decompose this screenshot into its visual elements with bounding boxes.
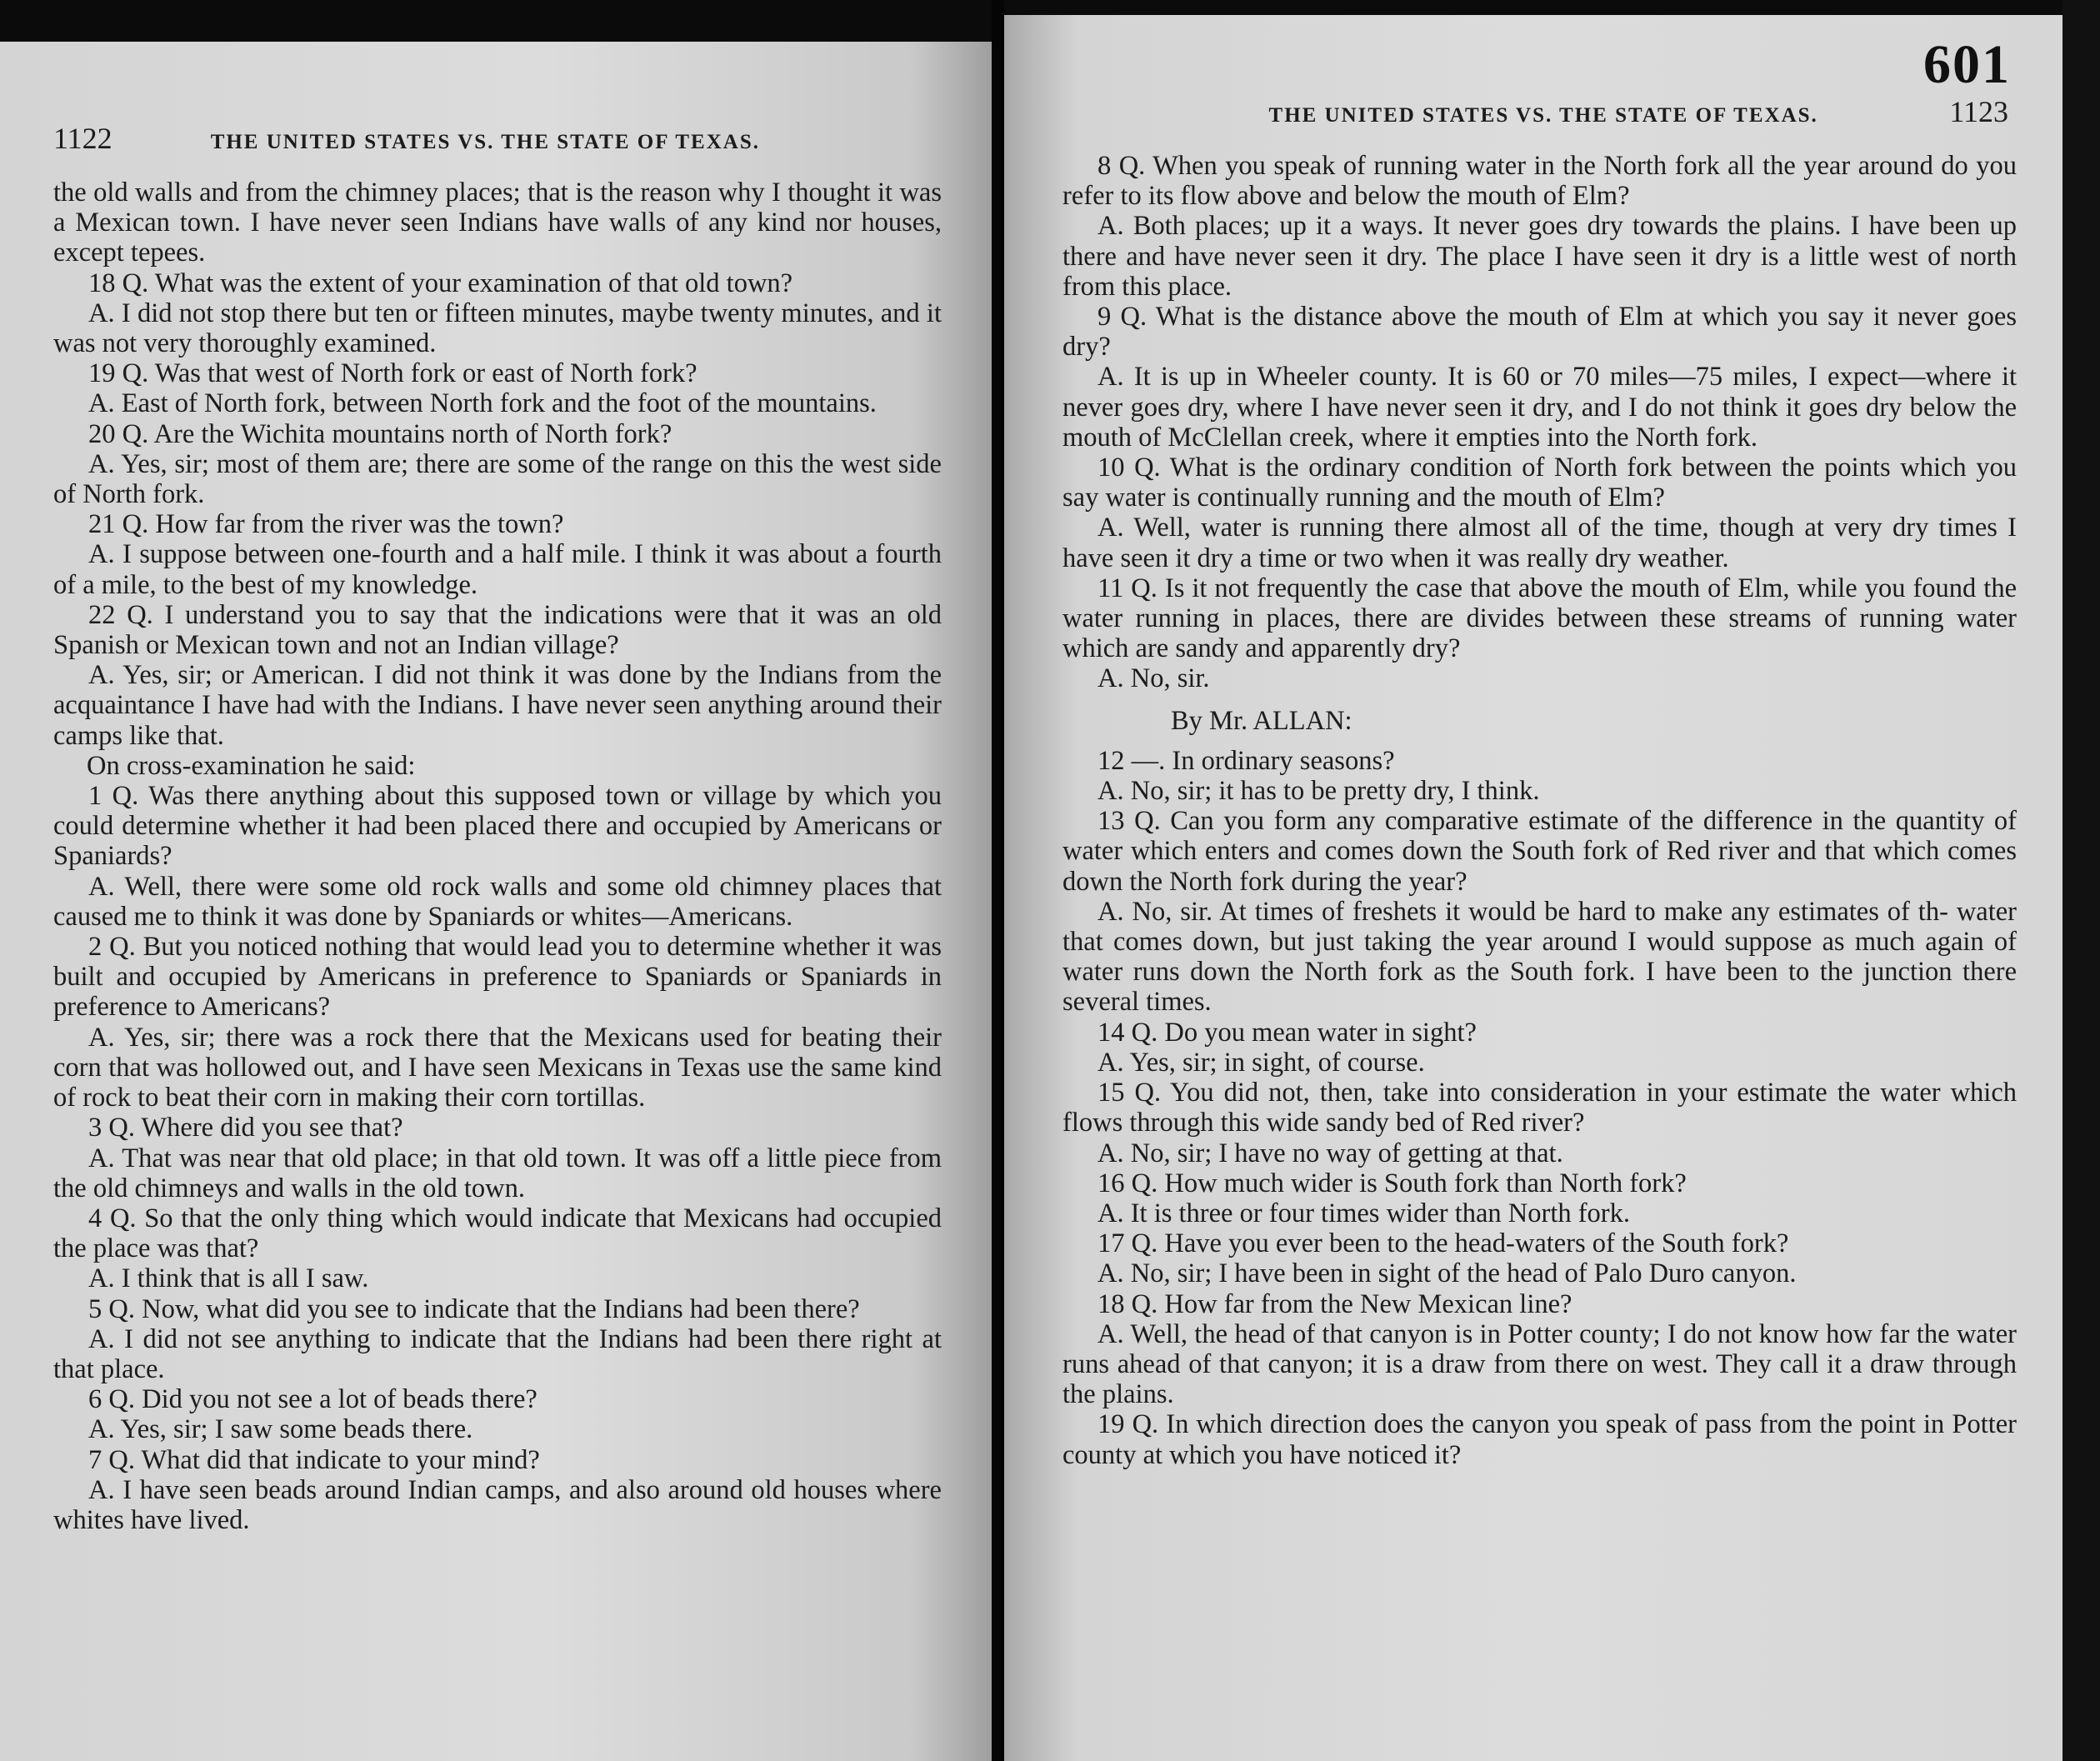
answer-paragraph: A. No, sir; I have been in sight of the head of Palo Duro canyon.: [1098, 1258, 1797, 1289]
answer-paragraph: A. No, sir; I have no way of getting at that.: [1098, 1138, 1563, 1168]
question-paragraph: 19 Q. Was that west of North fork or east of North fork?: [88, 358, 698, 389]
question-paragraph: 13 Q. Can you form any comparative estimate of the difference in the quantity of water which enters and comes down the South fork of Red river and that which comes down the North fork during the year?: [1062, 806, 2017, 897]
question-paragraph: 6 Q. Did you not see a lot of beads there?: [88, 1384, 538, 1415]
left-page-number: 1122: [53, 122, 112, 155]
question-paragraph: 21 Q. How far from the river was the town?: [88, 509, 564, 540]
question-paragraph: 14 Q. Do you mean water in sight?: [1098, 1017, 1477, 1048]
answer-paragraph: A. Yes, sir; I saw some beads there.: [88, 1414, 473, 1445]
question-paragraph: 18 Q. How far from the New Mexican line?: [1098, 1288, 1572, 1319]
right-page-body: [1062, 151, 2017, 1470]
question-paragraph: 9 Q. What is the distance above the mouth of Elm at which you say it never goes dry?: [1062, 302, 2017, 363]
answer-paragraph: A. It is up in Wheeler county. It is 60 or 70 miles—75 miles, I expect—where it never goes dry, where I have never seen it dry, and I do not think it goes dry below the mouth of McClellan creek, where it empties into the North fork.: [1062, 362, 2017, 453]
book-gutter: [992, 0, 1004, 1761]
right-page-header: [1062, 94, 2017, 129]
answer-paragraph: A. Well, there were some old rock walls and some old chimney places that caused me to think it was done by Spaniards or whites—Americans.: [53, 871, 942, 932]
question-paragraph: 10 Q. What is the ordinary condition of North fork between the points which you say water is continually running and the mouth of Elm?: [1062, 453, 2017, 513]
answer-paragraph: A. Yes, sir; most of them are; there are some of the range on this the west side of North fork.: [53, 448, 942, 510]
question-paragraph: 20 Q. Are the Wichita mountains north of North fork?: [88, 418, 672, 449]
question-paragraph: 12 —. In ordinary seasons?: [1098, 745, 1395, 776]
answer-paragraph: A. No, sir. At times of freshets it would be hard to make any estimates of th- water that comes down, but just taking the year around I would suppose as much again of water runs down the North fork as the South fork. I have been to the junction there several times.: [1062, 896, 2017, 1018]
question-paragraph: 17 Q. Have you ever been to the head-waters of the South fork?: [1098, 1228, 1789, 1259]
scan-edge: [2062, 0, 2100, 1761]
question-paragraph: 22 Q. I understand you to say that the indications were that it was an old Spanish or Mexican town and not an Indian village?: [53, 599, 942, 661]
right-page-number: 1123: [1949, 95, 2008, 128]
answer-paragraph: A. I think that is all I saw.: [88, 1263, 369, 1294]
answer-paragraph: A. That was near that old place; in that old town. It was off a little piece from the old chimneys and walls in the old town.: [53, 1143, 942, 1203]
answer-paragraph: A. Both places; up it a ways. It never goes dry towards the plains. I have been up there and have never seen it dry. The place I have seen it dry is a little west of north from this place.: [1062, 211, 2017, 302]
question-paragraph: 1 Q. Was there anything about this supposed town or village by which you could determine whether it had been placed there and occupied by Americans or Spaniards?: [53, 781, 942, 872]
question-paragraph: 18 Q. What was the extent of your examination of that old town?: [88, 268, 793, 298]
left-page-body: [53, 178, 942, 1535]
question-paragraph: 16 Q. How much wider is South fork than North fork?: [1098, 1168, 1687, 1198]
answer-paragraph: A. Yes, sir; in sight, of course.: [1098, 1047, 1425, 1078]
answer-paragraph: A. I suppose between one-fourth and a half mile. I think it was about a fourth of a mile, to the best of my knowledge.: [53, 539, 942, 600]
examiner-heading: By Mr. ALLAN:: [1171, 705, 1352, 736]
question-paragraph: 7 Q. What did that indicate to your mind?: [88, 1444, 540, 1475]
answer-paragraph: A. I did not stop there but ten or fifteen minutes, maybe twenty minutes, and it was not very thoroughly examined.: [53, 298, 942, 359]
right-running-head: THE UNITED STATES VS. THE STATE OF TEXAS.: [1268, 104, 1818, 127]
question-paragraph: 11 Q. Is it not frequently the case that above the mouth of Elm, while you found the water running in places, there are divides between these streams of running water which are sandy and apparently dry?: [1062, 573, 2017, 664]
answer-paragraph: A. Yes, sir; or American. I did not think it was done by the Indians from the acquaintance I have had with the Indians. I have never seen anything around their camps like that.: [53, 660, 942, 751]
question-paragraph: 4 Q. So that the only thing which would indicate that Mexicans had occupied the place was that?: [53, 1203, 942, 1264]
question-paragraph: 2 Q. But you noticed nothing that would lead you to determine whether it was built and occupied by Americans in preference to Spaniards or Spaniards in preference to Americans?: [53, 932, 942, 1023]
answer-paragraph: A. It is three or four times wider than North fork.: [1098, 1198, 1631, 1228]
question-paragraph: 15 Q. You did not, then, take into consideration in your estimate the water which flows through this wide sandy bed of Red river?: [1062, 1078, 2017, 1138]
left-page: [0, 42, 992, 1761]
continued-paragraph: the old walls and from the chimney places; that is the reason why I thought it was a Mexican town. I have never seen Indians have walls of any kind nor houses, except tepees.: [53, 178, 942, 268]
answer-paragraph: A. Well, water is running there almost all of the time, though at very dry times I have seen it dry a time or two when it was really dry weather.: [1062, 513, 2017, 573]
right-page: [1004, 15, 2062, 1761]
left-running-head: THE UNITED STATES VS. THE STATE OF TEXAS.: [210, 131, 760, 153]
answer-paragraph: A. East of North fork, between North fork and the foot of the mountains.: [88, 388, 877, 419]
question-paragraph: 3 Q. Where did you see that?: [88, 1113, 403, 1143]
question-paragraph: 19 Q. In which direction does the canyon you speak of pass from the point in Potter county at which you have noticed it?: [1062, 1409, 2017, 1470]
left-page-header: [53, 121, 942, 156]
answer-paragraph: A. No, sir.: [1098, 663, 1210, 694]
answer-paragraph: A. No, sir; it has to be pretty dry, I think.: [1098, 776, 1540, 807]
answer-paragraph: A. I did not see anything to indicate that the Indians had been there right at that place.: [53, 1323, 942, 1384]
answer-paragraph: A. I have seen beads around Indian camps, and also around old houses where whites have lived.: [53, 1474, 942, 1535]
question-paragraph: 8 Q. When you speak of running water in the North fork all the year around do you refer to its flow above and below the mouth of Elm?: [1062, 151, 2017, 212]
answer-paragraph: A. Well, the head of that canyon is in Potter county; I do not know how far the water runs ahead of that canyon; it is a draw from there on west. They call it a draw through the plains.: [1062, 1318, 2017, 1410]
section-heading: On cross-examination he said:: [87, 750, 416, 781]
stamp-number: 601: [1923, 34, 2011, 95]
question-paragraph: 5 Q. Now, what did you see to indicate that the Indians had been there?: [88, 1293, 860, 1324]
answer-paragraph: A. Yes, sir; there was a rock there that the Mexicans used for beating their corn that was hollowed out, and I have seen Mexicans in Texas use the same kind of rock to beat their corn in making their corn tortillas.: [53, 1022, 942, 1113]
